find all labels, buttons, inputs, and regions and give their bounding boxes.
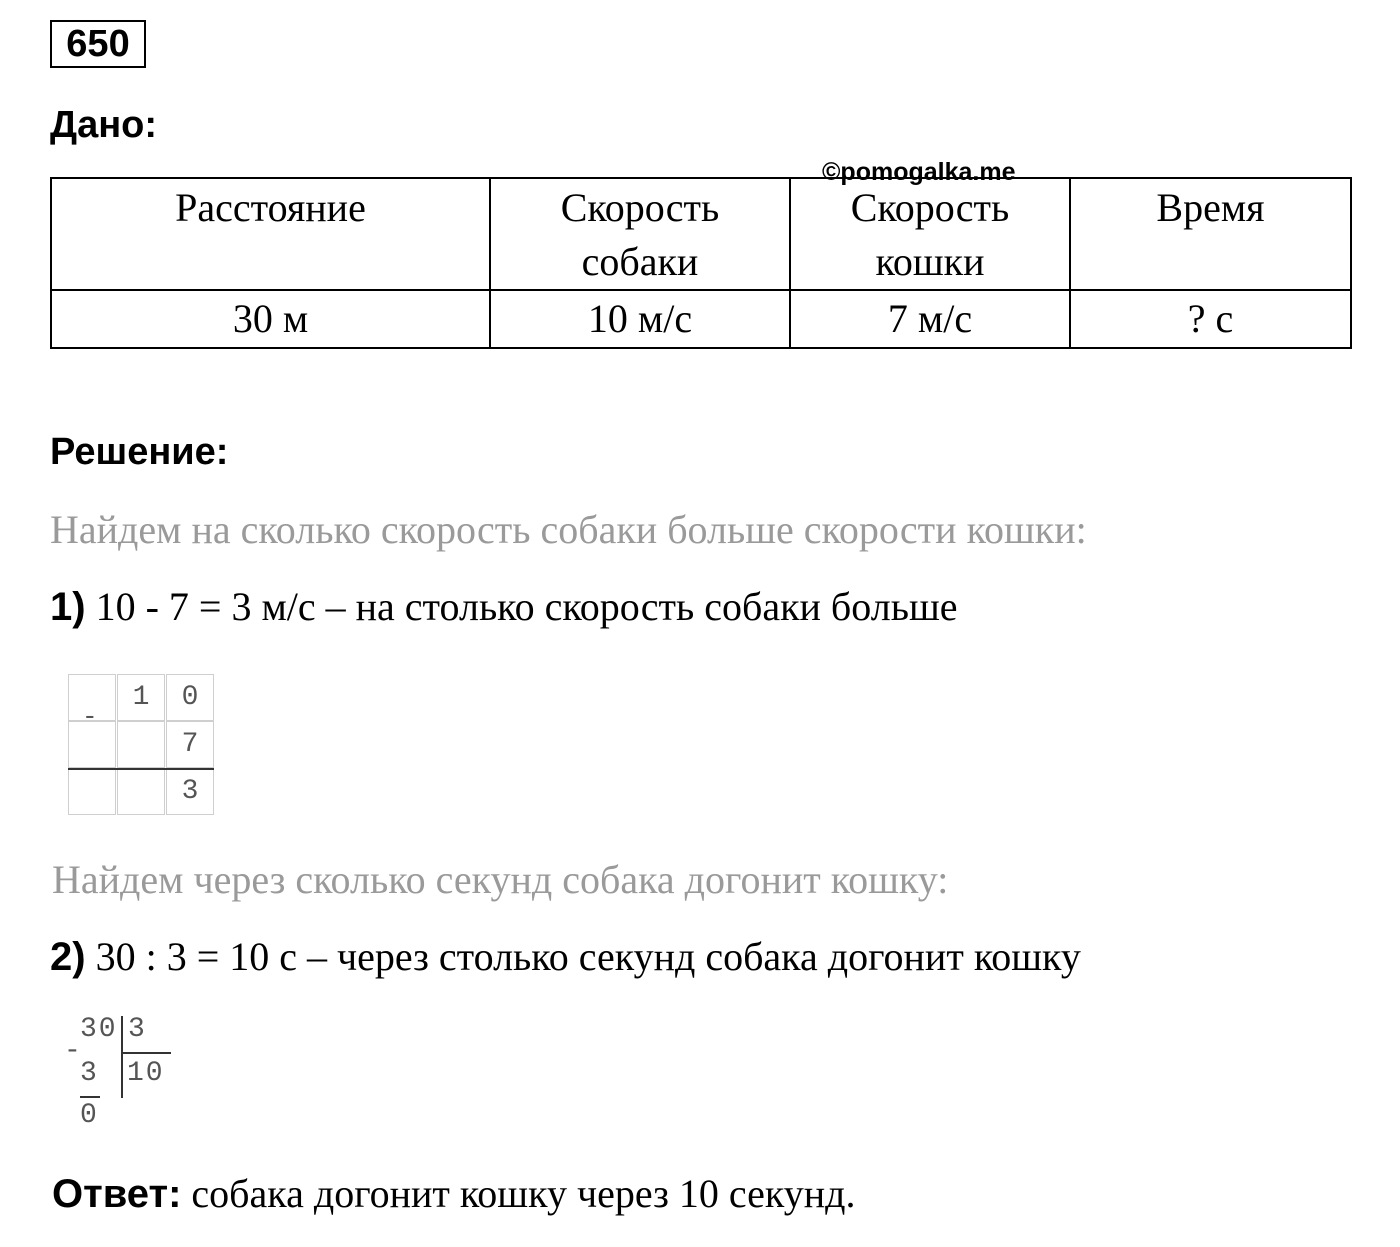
grid-cell: 3 (166, 768, 214, 815)
given-table (50, 177, 1352, 349)
solution-heading: Решение: (50, 431, 229, 473)
division-subtraction-line (80, 1096, 100, 1098)
header-cat-speed-line1: Скорость (850, 185, 1010, 230)
header-dog-speed-line1: Скорость (560, 185, 720, 230)
given-heading: Дано: (50, 104, 158, 146)
division-quotient: 10 (127, 1058, 165, 1089)
step-2-text: 30 : 3 = 10 с – через столько секунд собака догонит кошку (85, 934, 1081, 979)
answer (52, 1170, 856, 1217)
division-subtrahend: 3 (80, 1058, 99, 1089)
step-1-text: 10 - 7 = 3 м/с – на столько скорость собаки больше (85, 584, 958, 629)
step-1 (50, 583, 958, 630)
header-dog-speed-line2: собаки (581, 239, 699, 284)
division-remainder: 0 (80, 1100, 99, 1131)
header-cat-speed (790, 178, 1070, 290)
step-2-number: 2) (50, 935, 86, 979)
step-2 (50, 933, 1081, 980)
table-values-row (51, 290, 1351, 348)
hint-2: Найдем через сколько секунд собака догонит кошку: (52, 857, 949, 902)
grid-cell (117, 721, 165, 768)
task-number: 650 (50, 20, 146, 68)
subtraction-result-line (68, 768, 214, 770)
division-dividend: 30 (80, 1014, 118, 1045)
value-time: ? с (1070, 290, 1351, 348)
grid-cell (117, 768, 165, 815)
header-time (1070, 178, 1351, 290)
header-time-line1: Время (1156, 185, 1265, 230)
header-dog-speed (490, 178, 790, 290)
grid-cell: 0 (166, 674, 214, 721)
grid-cell: 1 (117, 674, 165, 721)
step-1-number: 1) (50, 585, 86, 629)
table-header-row (51, 178, 1351, 290)
value-dog-speed: 10 м/с (490, 290, 790, 348)
header-distance (51, 178, 490, 290)
answer-label: Ответ: (52, 1172, 182, 1216)
division-minus: - (64, 1036, 83, 1067)
header-cat-speed-line2: кошки (875, 239, 985, 284)
division-vertical-line (121, 1016, 123, 1098)
subtraction-minus: - (82, 702, 98, 732)
subtraction-grid (68, 674, 214, 815)
hint-1: Найдем на сколько скорость собаки больше скорости кошки: (50, 507, 1087, 552)
value-cat-speed: 7 м/с (790, 290, 1070, 348)
header-distance-line1: Расстояние (175, 185, 366, 230)
division-divisor-line (121, 1052, 171, 1054)
grid-cell (68, 768, 116, 815)
value-distance: 30 м (51, 290, 490, 348)
division-divisor: 3 (128, 1014, 147, 1045)
answer-text: собака догонит кошку через 10 секунд. (181, 1171, 856, 1216)
watermark: ©pomogalka.me (822, 158, 1016, 186)
grid-cell: 7 (166, 721, 214, 768)
